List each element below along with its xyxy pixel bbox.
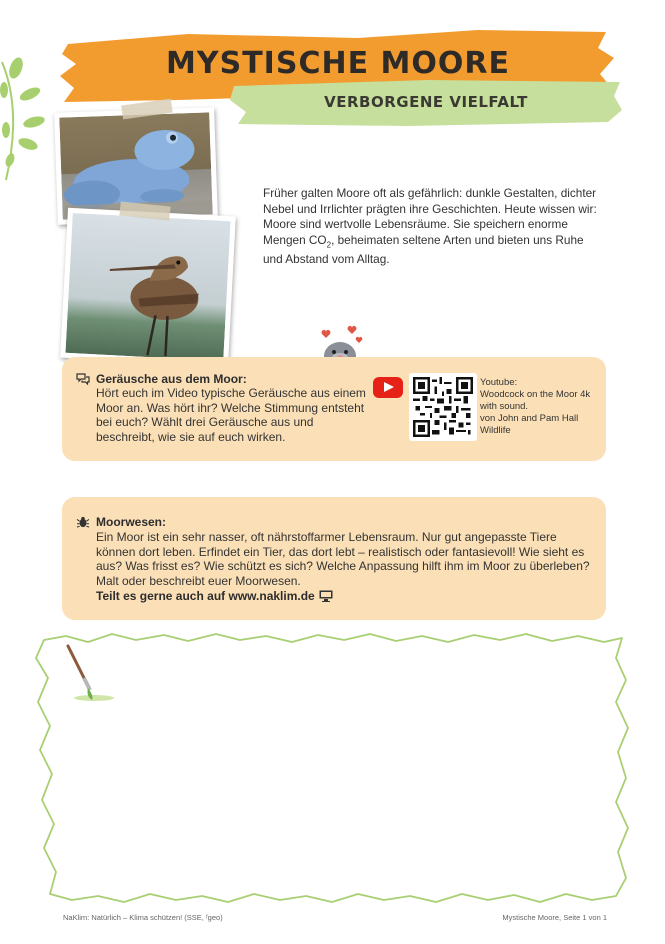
youtube-play-icon[interactable]	[373, 377, 403, 398]
video-source-info	[480, 377, 606, 437]
task-card-sounds	[62, 357, 606, 461]
task-card-creature	[62, 497, 606, 620]
share-line	[96, 589, 333, 603]
intro-paragraph: Früher galten Moore oft als gefährlich: dunkle Gestalten, dichter Nebel und Irrlichter prägten ihre Geschichten. Heute wissen wir: Moore sind wertvolle Lebensräume. Sie speichern enorme Mengen $CO_2$, beheimaten seltene Arten und bieten uns Ruhe und Abstand vom Alltag.	[263, 186, 597, 267]
leaf-sprig-decoration	[0, 52, 48, 182]
share-link-text[interactable]: Teilt es gerne auch auf www.naklim.de	[96, 589, 315, 603]
godwit-bird-photo	[60, 208, 236, 367]
task-heading-creature	[76, 515, 166, 529]
subtitle-banner	[228, 78, 624, 128]
footer-left: NaKlim: Natürlich – Klima schützen! (SSE, ᶠgeo)	[63, 913, 223, 922]
qr-code-video[interactable]	[409, 373, 477, 441]
task-body-creature: Ein Moor ist ein sehr nasser, oft nährstoffarmer Lebensraum. Nur gut angepasste Tiere können dort leben. Erfindet ein Tier, das dort lebt – realistisch oder fantasievoll! Wie sieht es aus? Was frisst es? Wie schützt es sich? Welche Anpassung hilft ihm im Moor zu überleben? Malt oder beschreibt euer Moorwesen.	[96, 530, 590, 588]
video-title-line: Woodcock on the Moor 4k with sound.	[480, 389, 591, 412]
task-body-sounds: Hört euch im Video typische Geräusche aus einem Moor an. Was hört ihr? Welche Stimmung entsteht bei euch? Wählt drei Geräusche aus und beschreibt, wie sie auf euch wirken.	[96, 386, 366, 444]
page-title: MYSTISCHE MOORE	[166, 46, 510, 81]
page-subtitle: VERBORGENE VIELFALT	[324, 93, 528, 111]
bug-icon	[76, 516, 90, 528]
paintbrush-icon	[64, 644, 120, 702]
computer-monitor-icon	[319, 590, 333, 602]
task-heading-creature-label: Moorwesen:	[96, 515, 167, 529]
footer-right: Mystische Moore, Seite 1 von 1	[502, 913, 607, 922]
task-heading-sounds	[76, 372, 247, 386]
video-source-line: Youtube:	[480, 377, 518, 388]
task-heading-sounds-label: Geräusche aus dem Moor:	[96, 372, 247, 386]
video-author-line: von John and Pam Hall Wildlife	[480, 413, 579, 436]
speech-bubbles-icon	[76, 373, 90, 385]
